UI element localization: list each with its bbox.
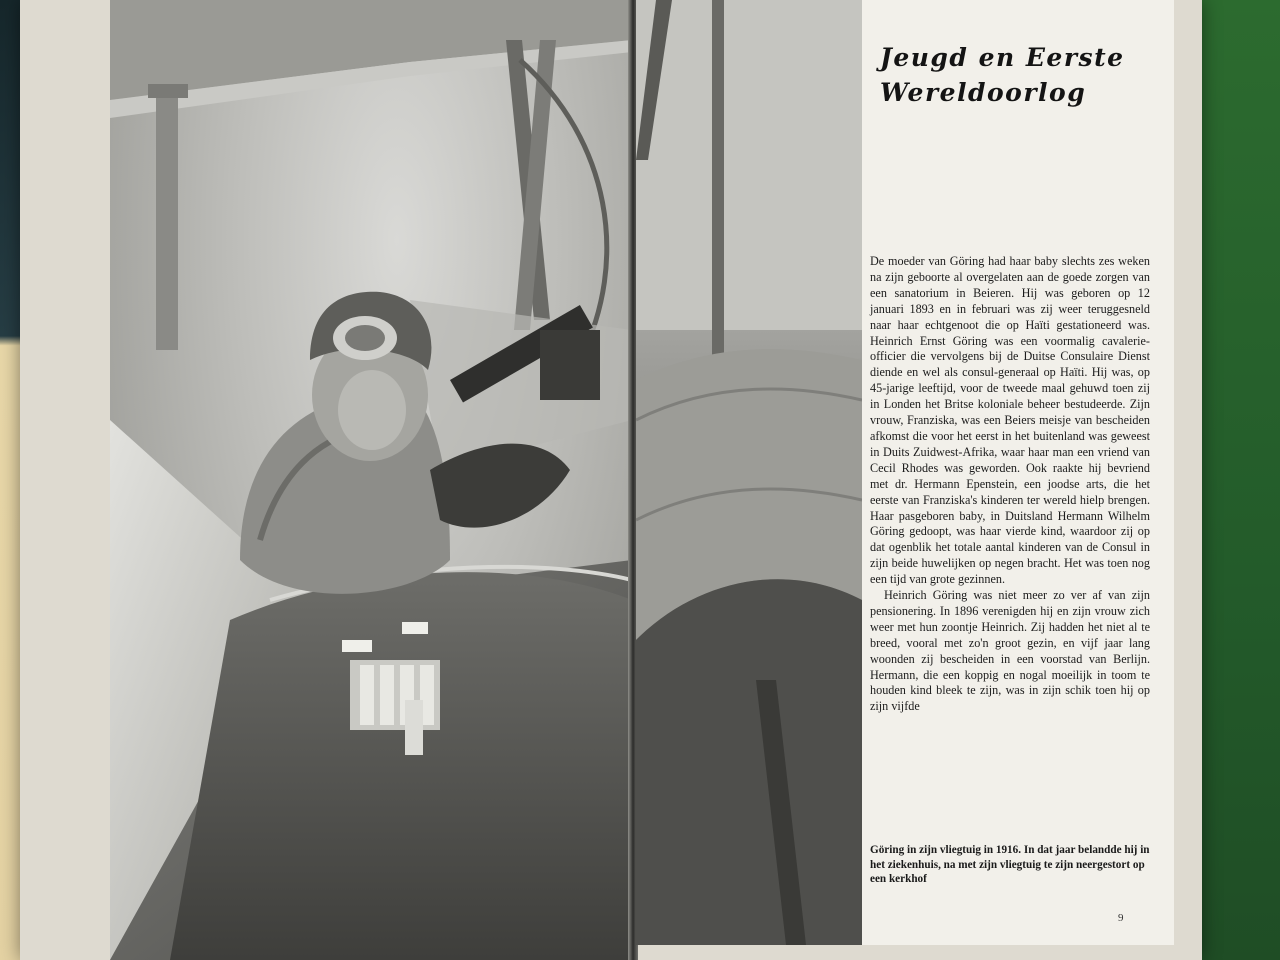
chapter-title-line-1: Jeugd en Eerste [880,43,1125,72]
chapter-title-line-2: Wereldoorlog [880,78,1087,107]
background-object-edge [0,0,22,960]
photo-continuation [636,0,862,945]
photo-illustration [110,0,632,960]
page-number: 9 [1118,912,1124,924]
photo-illustration-right [636,0,862,945]
photo-pilot-cockpit [110,0,632,960]
body-paragraph-1: De moeder van Göring had haar baby slechts zes weken na zijn geboorte al overgelaten aan de goede zorgen van een sanatorium in Beieren. Hij was geboren op 12 januari 1893 en in februari was zij weer teruggesneld naar haar echtgenoot die op Haïti gestationeerd was. Heinrich Ernst Göring was een voormalig cavalerie-officier die vervolgens bij de Duitse Consulaire Dienst diende en wel als consul-generaal op Haïti. Hij was, op 45-jarige leeftijd, voor de tweede maal gehuwd toen zij in Londen het Britse koloniale beheer bestudeerde. Zijn vrouw, Franziska, was een Beiers meisje van bescheiden afkomst die voor het eerst in het buitenland was geweest in Duits Zuidwest-Afrika, waar haar man een vriend van Cecil Rhodes was geworden. Ook raakte hij bevriend met dr. Hermann Epenstein, een joodse arts, die het eerste van Franziska's kinderen ter wereld hielp brengen. Haar pasgeboren baby, in Duitsland Hermann Wilhelm Göring gedoopt, was haar vierde kind, waardoor zij op dat ogenblik het totale aantal kinderen van de Consul in zijn beide huwelijken op negen bracht. Het was toen nog een tijd van grote gezinnen. [870,254,1150,587]
photo-caption: Göring in zijn vliegtuig in 1916. In dat jaar belandde hij in het ziekenhuis, na met zijn vliegtuig te zijn neergestort op een kerkhof [870,844,1150,885]
body-paragraph-2: Heinrich Göring was niet meer zo ver af van zijn pensionering. In 1896 verenigden hij en zijn vrouw zich weer met hun zoontje Heinrich. Zij hadden het niet al te breed, vooral met zo'n groot gezin, en vijf jaar lang woonden zij bescheiden in een voorstad van Berlijn. Hermann, die een koppig en nogal moeilijk in toom te houden kind bleek te zijn, was in zijn schik toen hij op zijn vijfde [870,588,1150,714]
chapter-title [880,40,1160,110]
body-text [870,254,1150,715]
